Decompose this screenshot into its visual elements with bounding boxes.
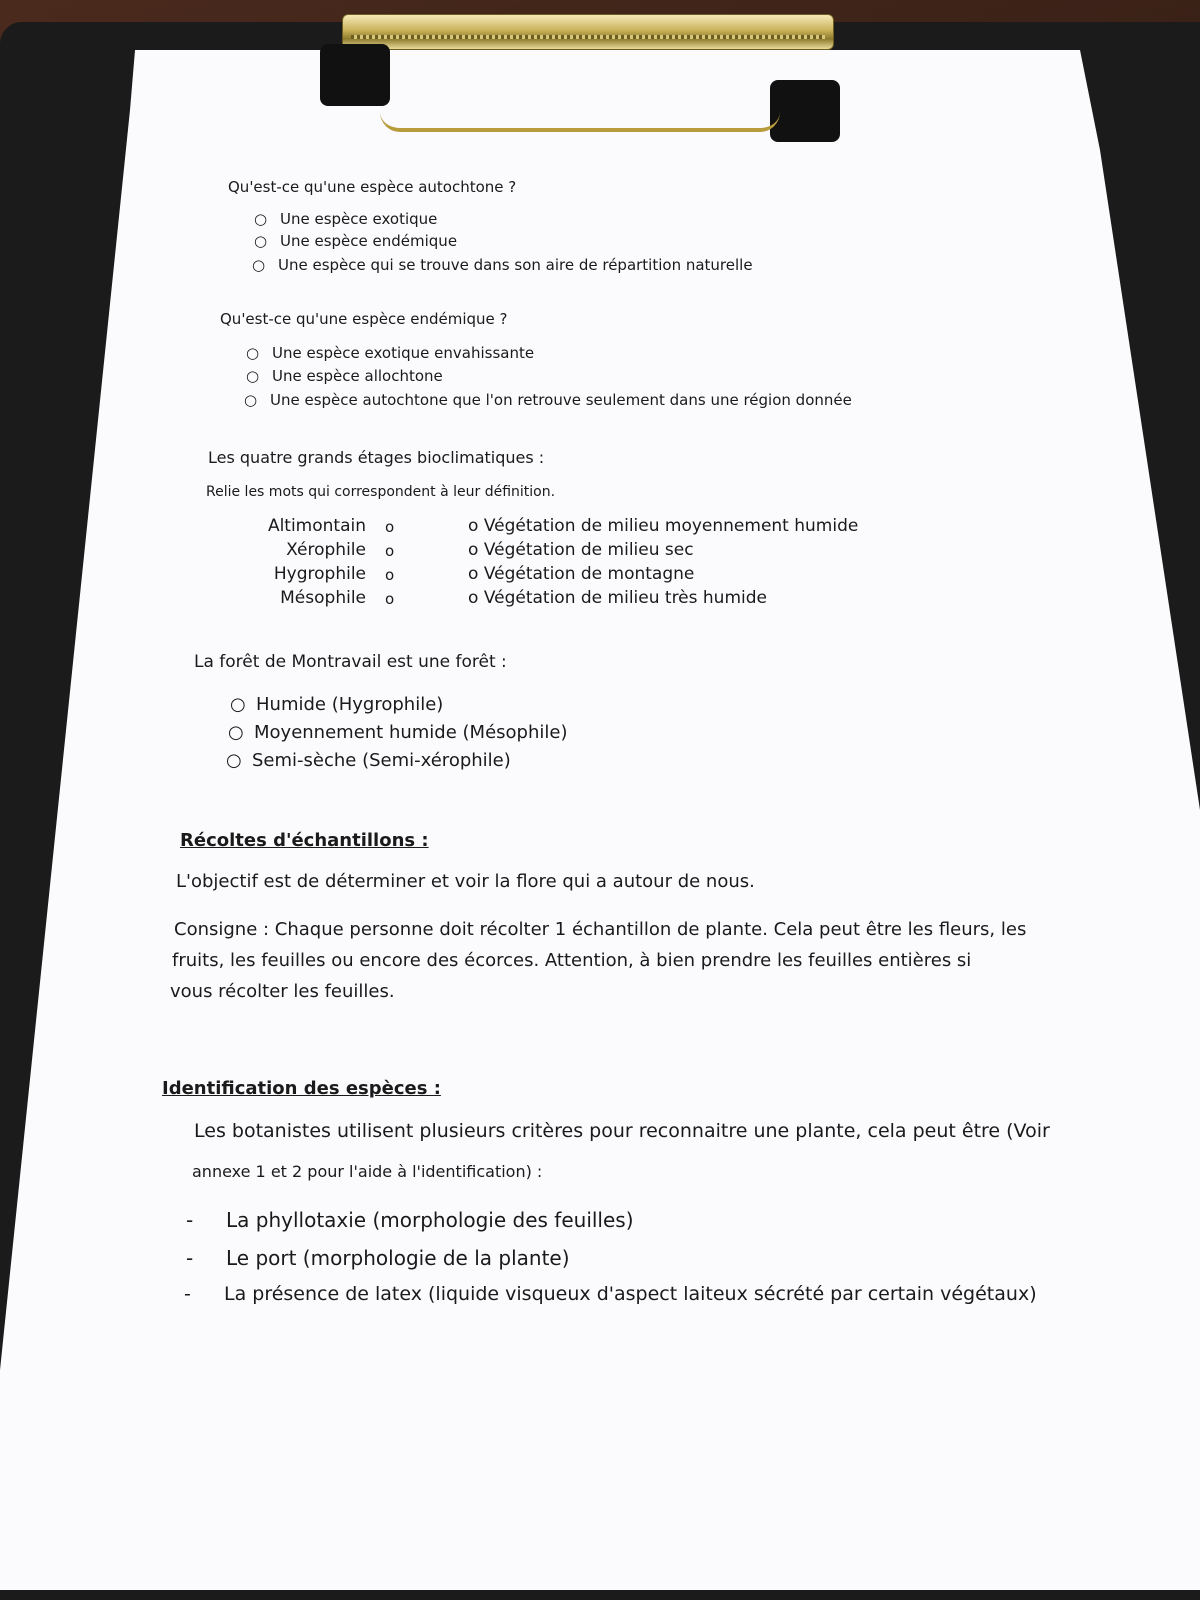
criteria-item: - La présence de latex (liquide visqueux d'aspect laiteux sécrété par certain végétaux) [184,1283,1037,1305]
option-3[interactable]: ○ Une espèce qui se trouve dans son aire de répartition naturelle [252,256,753,274]
section-heading-recoltes: Récoltes d'échantillons : [180,830,429,851]
identification-intro: Les botanistes utilisent plusieurs critères pour reconnaitre une plante, cela peut être (Voir [194,1120,1050,1142]
option-1[interactable]: ○ Une espèce exotique envahissante [246,344,535,362]
matching-instruction: Relie les mots qui correspondent à leur définition. [206,484,556,500]
question-endemique: Qu'est-ce qu'une espèce endémique ? [220,310,508,328]
dash-bullet-icon: - [186,1246,194,1270]
section-heading-identification: Identification des espèces : [162,1078,441,1099]
match-term: Altimontain [267,516,366,536]
objective-text: L'objectif est de déterminer et voir la flore qui a autour de nous. [176,871,755,892]
option-2[interactable]: ○ Une espèce allochtone [246,367,443,385]
match-definition[interactable]: o Végétation de milieu moyennement humide [468,516,859,536]
match-point-left[interactable]: o [385,518,395,536]
consigne-line: fruits, les feuilles ou encore des écorces. Attention, à bien prendre les feuilles entières si [172,950,972,971]
option-1[interactable]: ○ Une espèce exotique [254,210,438,228]
match-term: Hygrophile [273,564,366,584]
option-3[interactable]: ○ Une espèce autochtone que l'on retrouve seulement dans une région donnée [244,391,852,409]
dash-bullet-icon: - [186,1208,194,1232]
match-definition[interactable]: o Végétation de montagne [468,564,695,584]
match-point-left[interactable]: o [385,566,395,584]
question-autochtone: Qu'est-ce qu'une espèce autochtone ? [228,178,517,196]
consigne-line: Consigne : Chaque personne doit récolter 1 échantillon de plante. Cela peut être les fleurs, les [174,919,1027,940]
radio-circle-icon: ○ [252,256,266,274]
option-3[interactable]: ○ Semi-sèche (Semi-xérophile) [226,750,511,771]
match-point-right[interactable]: o [468,540,479,560]
radio-circle-icon: ○ [254,210,268,228]
match-point-left[interactable]: o [385,542,395,560]
criteria-item: - Le port (morphologie de la plante) [186,1246,570,1270]
criteria-item: - La phyllotaxie (morphologie des feuilles) [186,1208,634,1232]
option-2[interactable]: ○ Moyennement humide (Mésophile) [228,722,568,743]
dash-bullet-icon: - [184,1283,191,1305]
radio-circle-icon: ○ [254,232,268,250]
radio-circle-icon: ○ [244,391,258,409]
match-definition[interactable]: o Végétation de milieu très humide [468,588,767,608]
identification-intro: annexe 1 et 2 pour l'aide à l'identification) : [192,1162,543,1181]
match-point-left[interactable]: o [385,590,395,608]
question-montravail: La forêt de Montravail est une forêt : [194,652,507,672]
match-point-right[interactable]: o [468,516,479,536]
match-point-right[interactable]: o [468,564,479,584]
bioclimatic-title: Les quatre grands étages bioclimatiques : [208,448,545,467]
match-definition[interactable]: o Végétation de milieu sec [468,540,694,560]
option-2[interactable]: ○ Une espèce endémique [254,232,458,250]
match-term: Mésophile [280,588,366,608]
radio-circle-icon: ○ [230,694,246,715]
radio-circle-icon: ○ [226,750,242,771]
match-point-right[interactable]: o [468,588,479,608]
radio-circle-icon: ○ [228,722,244,743]
radio-circle-icon: ○ [246,367,260,385]
match-term: Xérophile [286,540,366,560]
consigne-line: vous récolter les feuilles. [170,981,395,1002]
radio-circle-icon: ○ [246,344,260,362]
option-1[interactable]: ○ Humide (Hygrophile) [230,694,444,715]
